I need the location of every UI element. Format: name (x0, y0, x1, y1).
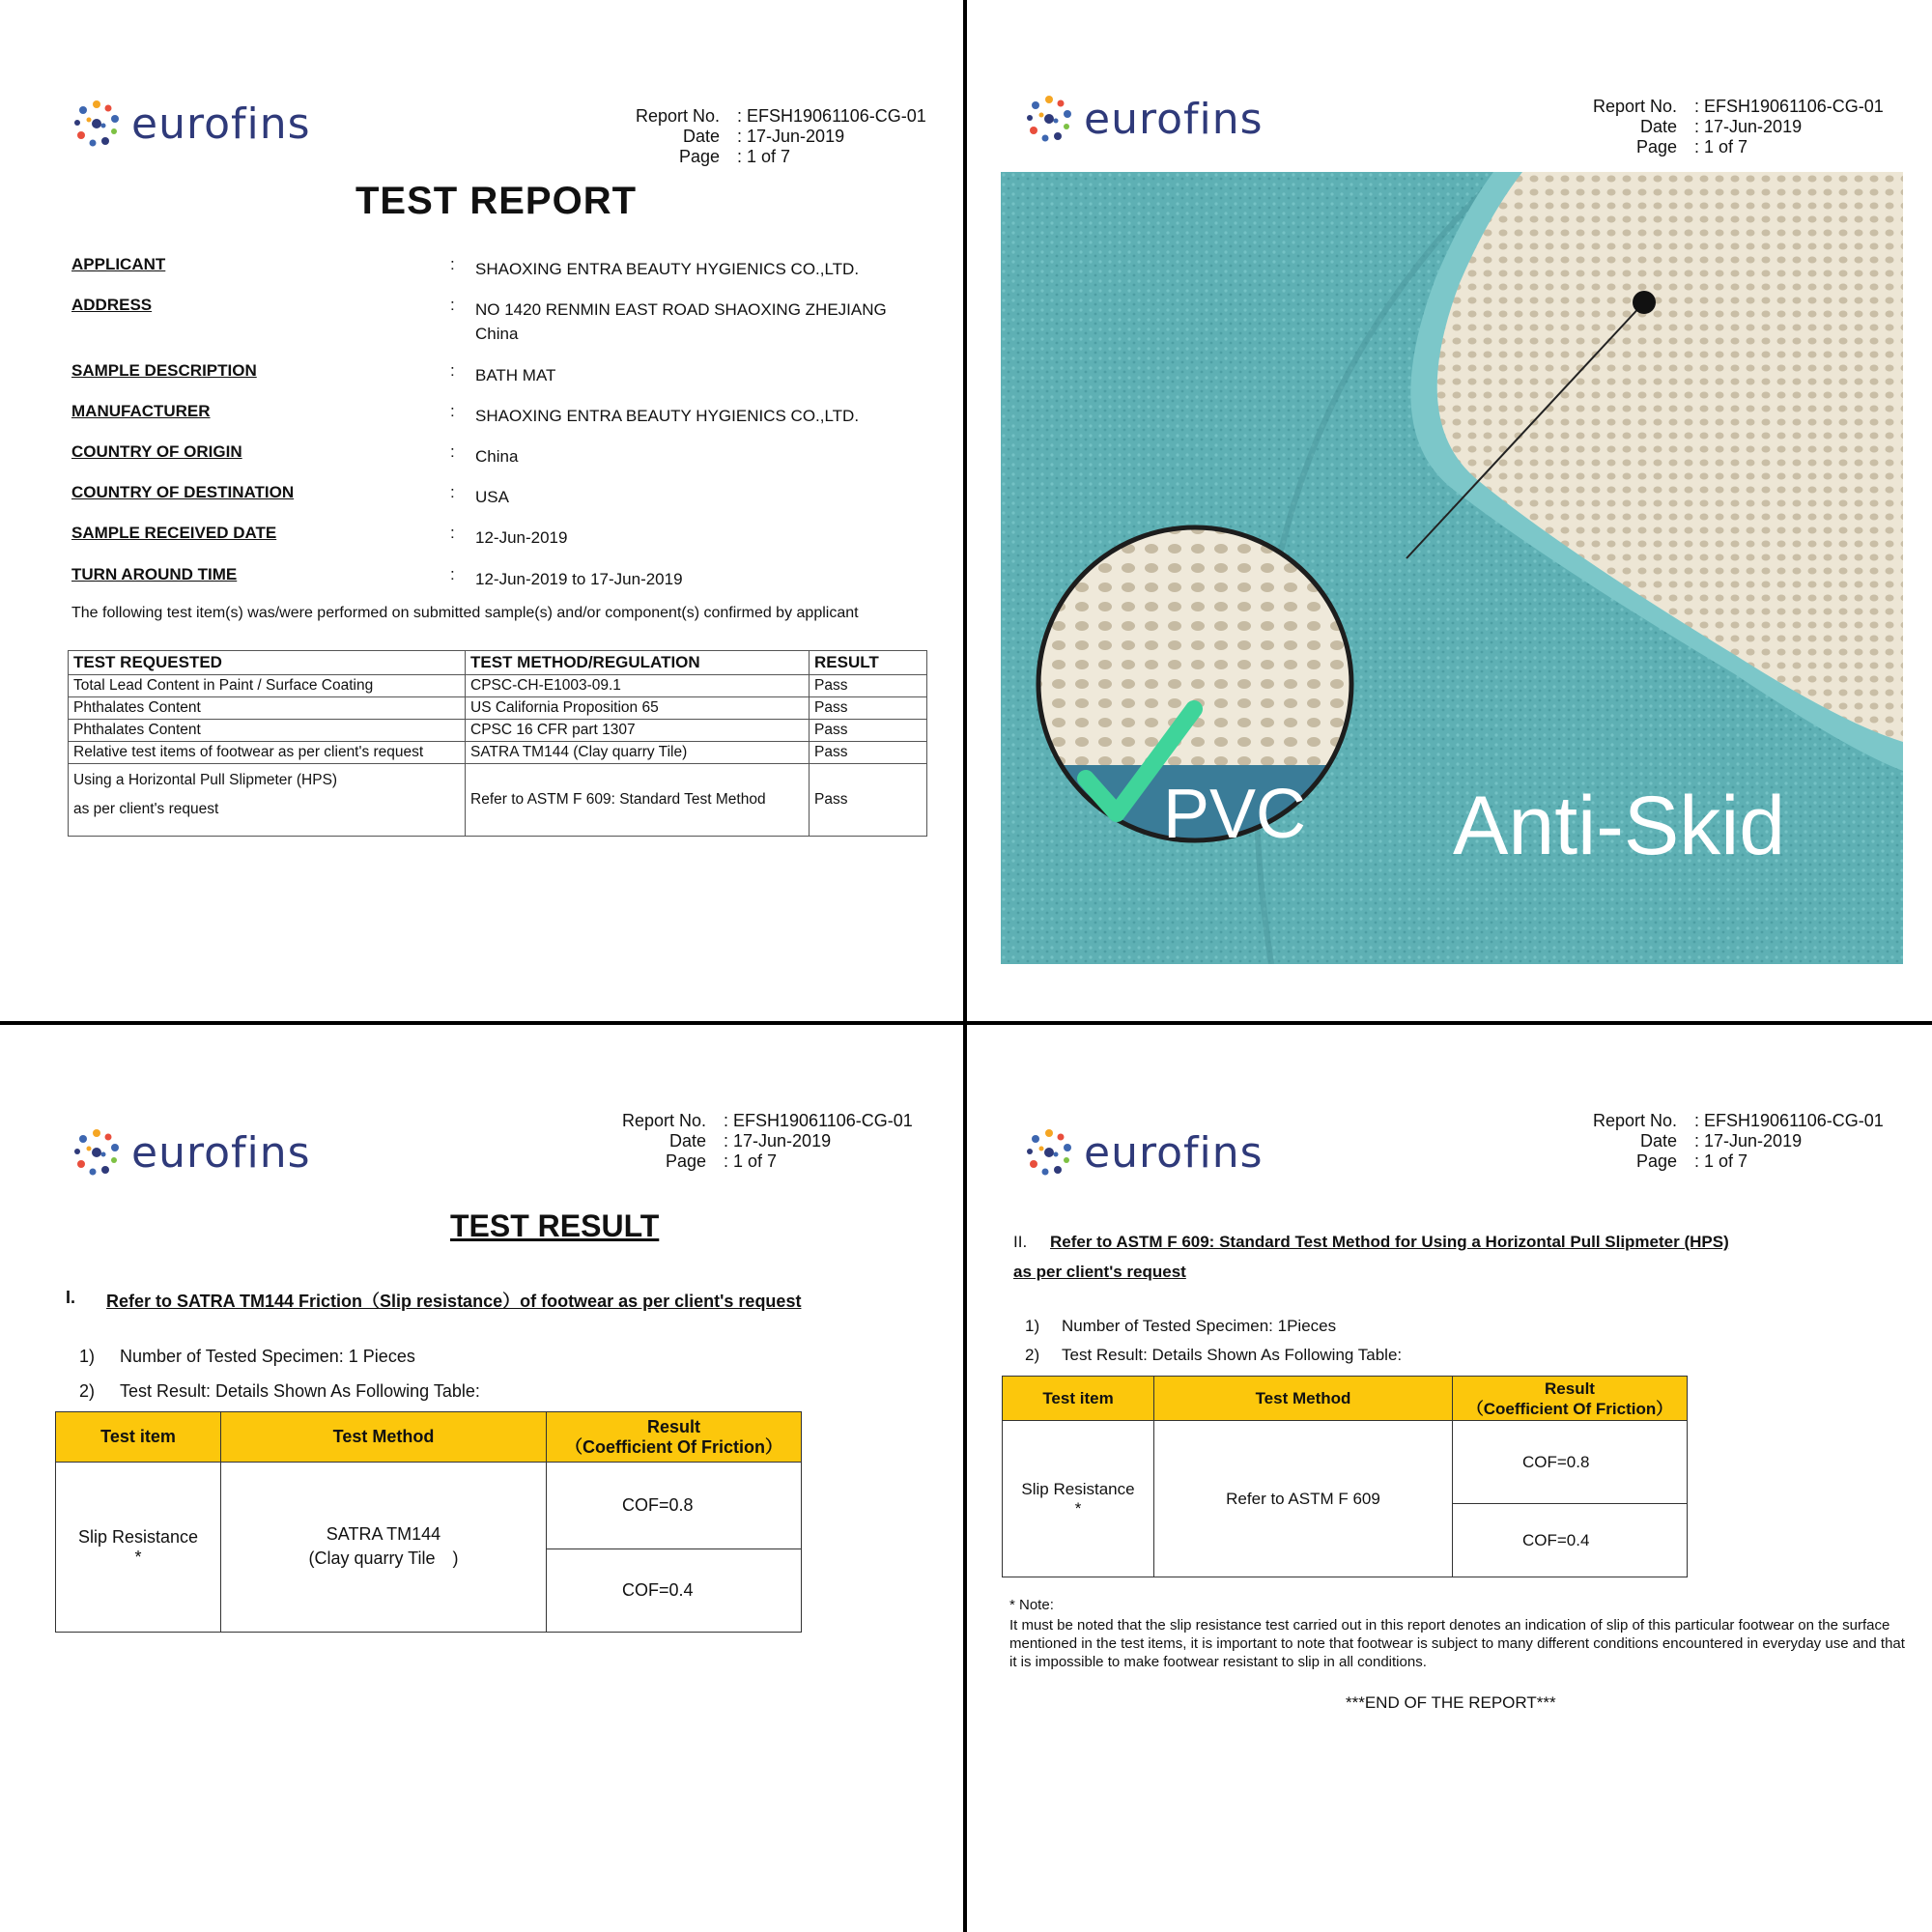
field-value-text: USA (475, 488, 509, 506)
table-cell: Phthalates Content (69, 720, 466, 742)
cof-cell: COF=0.4 (547, 1549, 802, 1633)
table-cell: SATRA TM144 (Clay quarry Tile) (466, 742, 810, 764)
test-requested-table (68, 650, 927, 837)
table-cell: Pass (810, 720, 927, 742)
eurofins-logo (1024, 94, 1264, 144)
list-item: Test Result: Details Shown As Following Table: (1062, 1346, 1403, 1364)
date-value: : 17-Jun-2019 (1694, 117, 1802, 137)
page-value: : 1 of 7 (1694, 137, 1747, 157)
field-colon: : (450, 361, 455, 380)
page-label: Page (1635, 1151, 1677, 1171)
field-label: COUNTRY OF DESTINATION (71, 483, 295, 501)
table-cell: CPSC-CH-E1003-09.1 (466, 675, 810, 697)
bath-mat-photo (1001, 172, 1903, 964)
result-header-line2: （Coefficient Of Friction） (565, 1436, 782, 1457)
table-cell: US California Proposition 65 (466, 697, 810, 720)
report-header (1576, 97, 1884, 157)
cell-text: Using a Horizontal Pull Slipmeter (HPS) (73, 772, 338, 788)
table-cell: Total Lead Content in Paint / Surface Coating (69, 675, 466, 697)
field-label: ADDRESS (71, 296, 153, 314)
list-number: 2) (1025, 1346, 1040, 1364)
field-value (475, 567, 929, 591)
pvc-label: PVC (1163, 776, 1307, 853)
page-value: : 1 of 7 (1694, 1151, 1747, 1172)
end-of-report: ***END OF THE REPORT*** (1346, 1693, 1556, 1712)
section-title: Refer to SATRA TM144 Friction（Slip resistance）of footwear as per client's request (106, 1292, 802, 1311)
table-row (69, 720, 927, 742)
field-value (475, 444, 929, 469)
pointer-dot (1633, 291, 1656, 314)
field-colon: : (450, 565, 455, 583)
table-cell: Pass (810, 764, 927, 837)
result-header-line1: Result (646, 1416, 700, 1436)
table-row (69, 764, 927, 837)
field-label: SAMPLE DESCRIPTION (71, 361, 257, 380)
col-header-test-item: Test item (1003, 1377, 1154, 1421)
eurofins-logo-icon (71, 99, 122, 149)
cell-text: as per client's request (73, 801, 219, 817)
table-cell (69, 764, 466, 837)
col-header-method: TEST METHOD/REGULATION (466, 651, 810, 675)
asterisk-mark: * (1074, 1498, 1082, 1518)
table-cell: Pass (810, 675, 927, 697)
satra-result-table (55, 1411, 802, 1633)
table-cell: CPSC 16 CFR part 1307 (466, 720, 810, 742)
report-no-label: Report No. (1592, 1111, 1677, 1130)
page-label: Page (1635, 137, 1677, 156)
list-number: 2) (79, 1381, 96, 1401)
table-cell: Pass (810, 697, 927, 720)
report-header (618, 106, 926, 167)
page-value: : 1 of 7 (737, 147, 790, 167)
astm-result-table (1002, 1376, 1688, 1577)
report-no-value: : EFSH19061106-CG-01 (1694, 1111, 1884, 1131)
report-no-value: : EFSH19061106-CG-01 (1694, 97, 1884, 117)
field-value-text: SHAOXING ENTRA BEAUTY HYGIENICS CO.,LTD. (475, 407, 860, 425)
eurofins-logo-text: eurofins (131, 99, 311, 149)
table-row (69, 697, 927, 720)
col-header-test-method: Test Method (1154, 1377, 1453, 1421)
table-row (69, 742, 927, 764)
field-value (475, 485, 929, 509)
field-value (475, 298, 929, 346)
field-label: COUNTRY OF ORIGIN (71, 442, 242, 461)
test-item-text: Slip Resistance (1021, 1479, 1135, 1498)
page-title: TEST RESULT (450, 1208, 660, 1243)
table-row (69, 675, 927, 697)
section-number: I. (66, 1288, 76, 1307)
test-item-cell (1003, 1421, 1154, 1577)
field-value (475, 363, 929, 387)
eurofins-logo (71, 1127, 311, 1178)
asterisk-mark: * (134, 1547, 142, 1567)
method-line1: SATRA TM144 (326, 1524, 441, 1544)
date-value: : 17-Jun-2019 (737, 127, 844, 147)
eurofins-logo-text: eurofins (1084, 94, 1264, 144)
date-label: Date (682, 127, 720, 146)
field-value-text: China (475, 447, 519, 466)
page-value: : 1 of 7 (724, 1151, 777, 1172)
page-title: TEST REPORT (355, 180, 638, 222)
page-label: Page (665, 1151, 706, 1171)
table-cell: Pass (810, 742, 927, 764)
test-method-cell: Refer to ASTM F 609 (1154, 1421, 1453, 1577)
report-header (1576, 1111, 1884, 1172)
section-title: Refer to ASTM F 609: Standard Test Method for Using a Horizontal Pull Slipmeter (HPS) (1050, 1233, 1729, 1251)
list-number: 1) (79, 1347, 96, 1366)
field-label: TURN AROUND TIME (71, 565, 238, 583)
col-header-test-method: Test Method (221, 1412, 547, 1463)
note-text: It must be noted that the slip resistance test carried out in this report denotes an indication of slip of this particular footwear on the surface mentioned in the test items, it is important to note that footwear is subject to many different conditions encountered in everyday use and that it is impossible to make footwear resistant to slip in all conditions. (1009, 1617, 1905, 1670)
note-label: * Note: (1009, 1597, 1054, 1613)
date-label: Date (1639, 117, 1677, 136)
date-label: Date (1639, 1131, 1677, 1151)
field-value-text: SHAOXING ENTRA BEAUTY HYGIENICS CO.,LTD. (475, 260, 860, 278)
field-value (475, 404, 929, 428)
test-item-text: Slip Resistance (77, 1526, 199, 1547)
eurofins-logo-icon (1024, 94, 1074, 144)
eurofins-logo-text: eurofins (1084, 1127, 1264, 1178)
date-value: : 17-Jun-2019 (724, 1131, 831, 1151)
test-method-cell (221, 1463, 547, 1633)
col-header-test-requested: TEST REQUESTED (69, 651, 466, 675)
page-label: Page (678, 147, 720, 166)
cof-cell: COF=0.4 (1453, 1504, 1688, 1577)
table-cell: Relative test items of footwear as per client's request (69, 742, 466, 764)
field-colon: : (450, 483, 455, 501)
field-value-text: 12-Jun-2019 (475, 528, 568, 547)
section-title-line2: as per client's request (1013, 1263, 1186, 1281)
report-no-value: : EFSH19061106-CG-01 (724, 1111, 913, 1131)
intro-text: The following test item(s) was/were performed on submitted sample(s) and/or component(s) confirmed by applicant (71, 605, 859, 621)
field-label: MANUFACTURER (71, 402, 211, 420)
date-label: Date (668, 1131, 706, 1151)
eurofins-logo (1024, 1127, 1264, 1178)
panel-test-result-astm (967, 1025, 1932, 1932)
report-no-label: Report No. (1592, 97, 1677, 116)
panel-test-report (0, 0, 963, 1021)
result-header-line2: （Coefficient Of Friction） (1466, 1399, 1673, 1418)
field-colon: : (450, 402, 455, 420)
cof-cell: COF=0.8 (547, 1463, 802, 1549)
field-colon: : (450, 442, 455, 461)
report-header (605, 1111, 913, 1172)
eurofins-logo-icon (71, 1127, 122, 1178)
report-no-label: Report No. (621, 1111, 706, 1130)
field-value-text: 12-Jun-2019 to 17-Jun-2019 (475, 570, 683, 588)
section-number: II. (1013, 1233, 1028, 1251)
list-number: 1) (1025, 1317, 1040, 1335)
col-header-test-item: Test item (56, 1412, 221, 1463)
col-header-result (547, 1412, 802, 1463)
panel-test-result-satra (0, 1025, 963, 1932)
col-header-result: RESULT (810, 651, 927, 675)
field-value (475, 526, 929, 550)
eurofins-logo-text: eurofins (131, 1127, 311, 1178)
field-value-text: China (475, 325, 519, 343)
eurofins-logo (71, 99, 311, 149)
field-value-text: BATH MAT (475, 366, 556, 384)
list-item: Test Result: Details Shown As Following Table: (120, 1381, 480, 1401)
field-colon: : (450, 524, 455, 542)
table-cell: Phthalates Content (69, 697, 466, 720)
date-value: : 17-Jun-2019 (1694, 1131, 1802, 1151)
anti-skid-caption: Anti-Skid (1453, 780, 1786, 872)
field-value-text: NO 1420 RENMIN EAST ROAD SHAOXING ZHEJIANG (475, 300, 887, 319)
list-item: Number of Tested Specimen: 1Pieces (1062, 1317, 1337, 1335)
method-line2: (Clay quarry Tile ) (308, 1548, 459, 1568)
eurofins-logo-icon (1024, 1127, 1074, 1178)
table-cell: Refer to ASTM F 609: Standard Test Method (466, 764, 810, 837)
col-header-result (1453, 1377, 1688, 1421)
field-label: APPLICANT (71, 255, 166, 273)
field-value (475, 257, 929, 281)
field-colon: : (450, 296, 455, 314)
cof-cell: COF=0.8 (1453, 1421, 1688, 1504)
test-item-cell (56, 1463, 221, 1633)
report-no-value: : EFSH19061106-CG-01 (737, 106, 926, 127)
result-header-line1: Result (1545, 1378, 1595, 1398)
list-item: Number of Tested Specimen: 1 Pieces (120, 1347, 415, 1366)
field-colon: : (450, 255, 455, 273)
field-label: SAMPLE RECEIVED DATE (71, 524, 277, 542)
report-no-label: Report No. (635, 106, 720, 126)
